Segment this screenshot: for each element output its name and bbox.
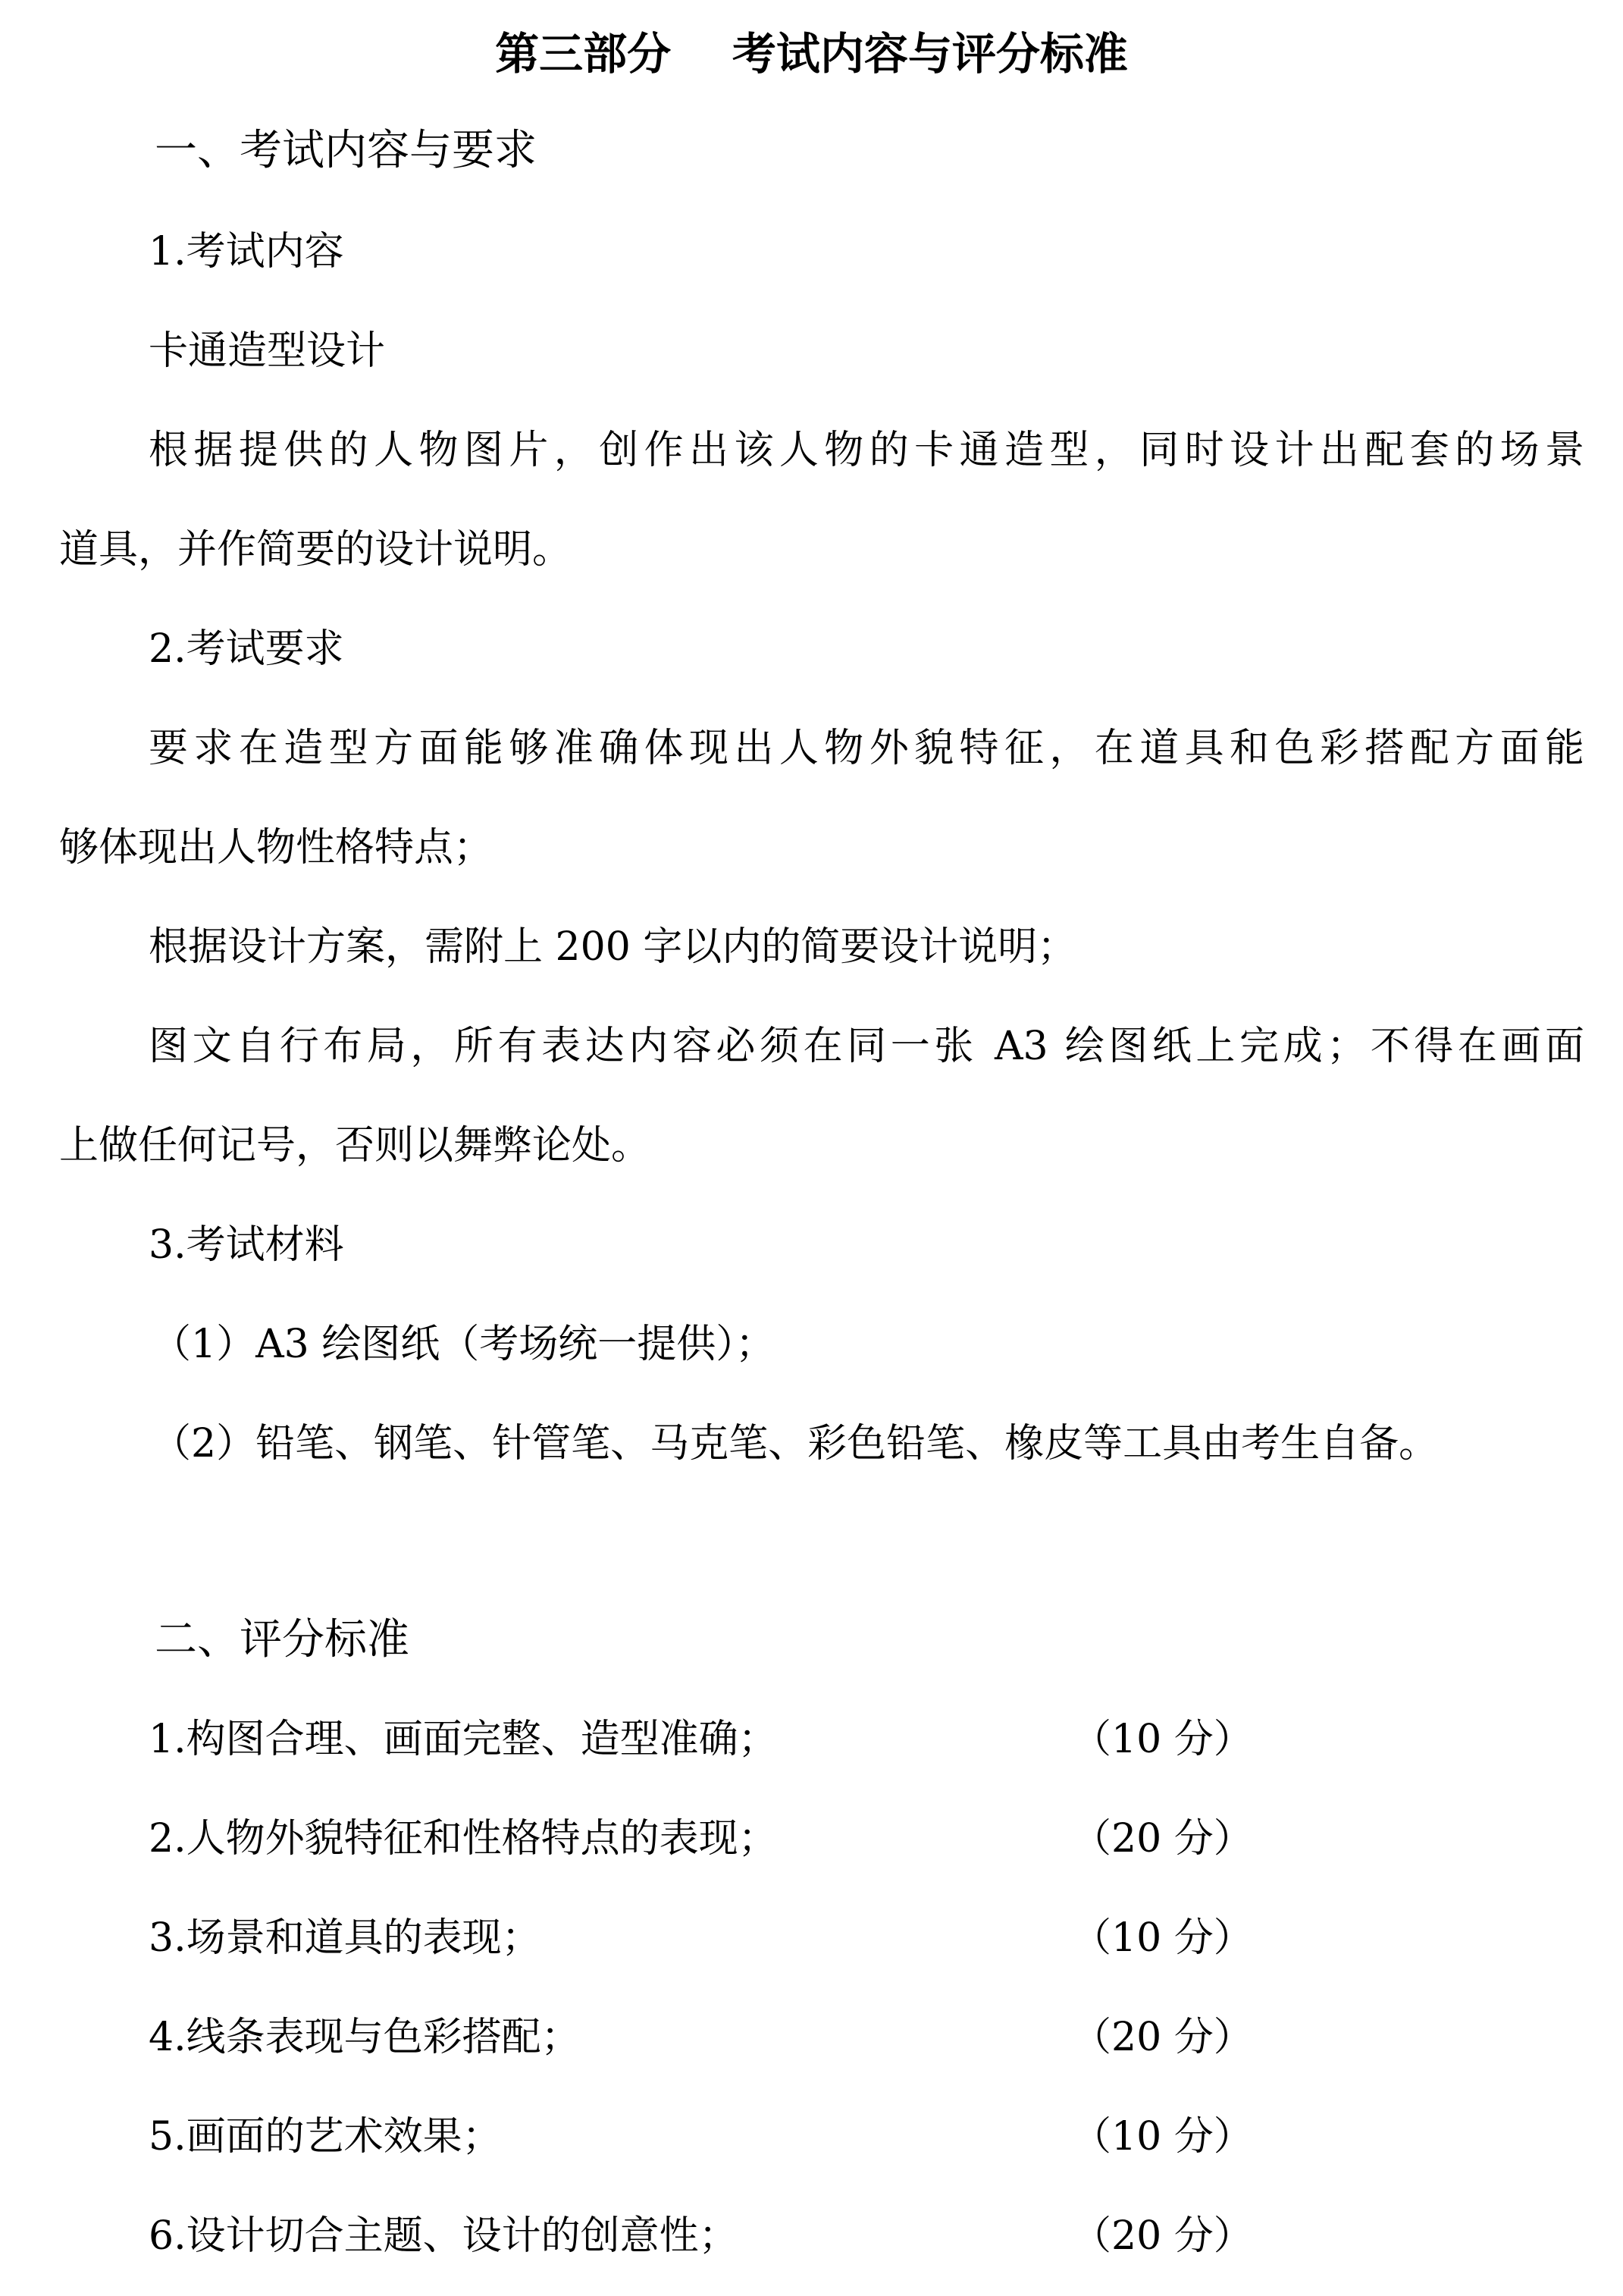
criteria-label: 1.构图合理、画面完整、造型准确；: [149, 1717, 778, 1762]
criteria-points: （10 分）: [1072, 1717, 1253, 1762]
requirement-3-line-2: 上做任何记号，否则以舞弊论处。: [59, 1123, 651, 1168]
section-heading-exam-content: 一、考试内容与要求: [155, 126, 537, 175]
requirement-1-line-2: 够体现出人物性格特点；: [59, 825, 493, 870]
criteria-points: （10 分）: [1072, 2114, 1253, 2160]
page-title: 第三部分 考试内容与评分标准: [495, 28, 1128, 80]
requirement-1-line-1: 要求在造型方面能够准确体现出人物外貌特征，在道具和色彩搭配方面能: [149, 726, 1584, 771]
section-heading-scoring-criteria: 二、评分标准: [155, 1615, 409, 1664]
exam-subject: 卡通造型设计: [149, 328, 386, 374]
description-line-1: 根据提供的人物图片，创作出该人物的卡通造型，同时设计出配套的场景: [149, 428, 1584, 473]
requirement-3-line-1: 图文自行布局，所有表达内容必须在同一张 A3 绘图纸上完成；不得在画面: [149, 1024, 1584, 1069]
criteria-points: （10 分）: [1072, 1915, 1253, 1961]
material-1: （1）A3 绘图纸（考场统一提供）；: [152, 1322, 775, 1367]
item-exam-requirements-title: 2.考试要求: [149, 626, 344, 672]
description-line-2: 道具，并作简要的设计说明。: [59, 527, 572, 572]
criteria-points: （20 分）: [1072, 2213, 1253, 2259]
material-2: （2）铅笔、钢笔、针管笔、马克笔、彩色铅笔、橡皮等工具由考生自备。: [152, 1421, 1439, 1466]
criteria-label: 5.画面的艺术效果；: [149, 2114, 502, 2160]
requirement-2: 根据设计方案，需附上 200 字以内的简要设计说明；: [149, 924, 1077, 970]
criteria-points: （20 分）: [1072, 1816, 1253, 1862]
criteria-label: 2.人物外貌特征和性格特点的表现；: [149, 1816, 778, 1862]
item-exam-content-title: 1.考试内容: [149, 229, 344, 274]
criteria-label: 4.线条表现与色彩搭配；: [149, 2015, 581, 2060]
criteria-points: （20 分）: [1072, 2015, 1253, 2060]
item-exam-materials-title: 3.考试材料: [149, 1222, 344, 1268]
criteria-label: 3.场景和道具的表现；: [149, 1915, 541, 1961]
criteria-label: 6.设计切合主题、设计的创意性；: [149, 2213, 738, 2259]
